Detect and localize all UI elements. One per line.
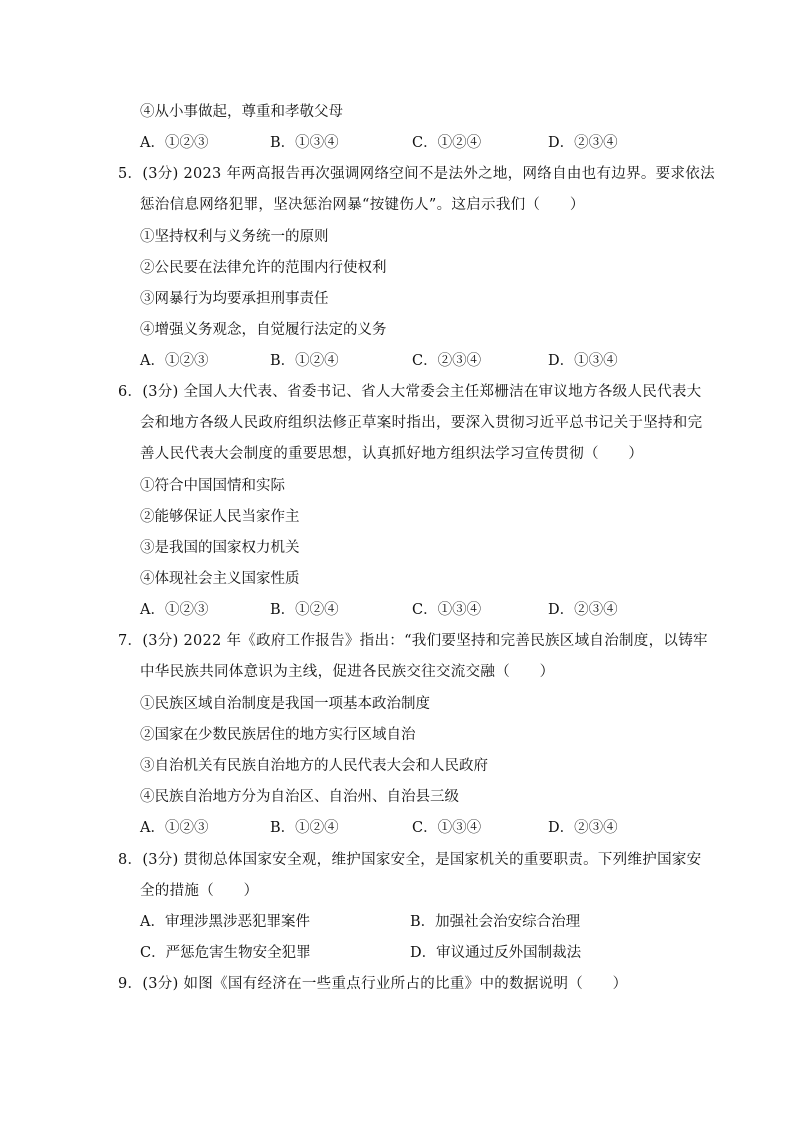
q4-choice-d[interactable]: D．②③④: [548, 135, 618, 151]
q7-option-1: ①民族区域自治制度是我国一项基本政治制度: [140, 696, 430, 712]
q6-choice-c[interactable]: C．①③④: [412, 602, 482, 618]
q6-choice-a[interactable]: A．①②③: [140, 602, 209, 618]
q7-option-3: ③自治机关有民族自治地方的人民代表大会和人民政府: [140, 758, 488, 774]
q5-option-2: ②公民要在法律允许的范围内行使权利: [140, 260, 387, 276]
q6-choice-b[interactable]: B．①②④: [270, 602, 339, 618]
q4-choice-a[interactable]: A．①②③: [140, 135, 209, 151]
q6-stem-line-1: 6．(3分) 全国人大代表、省委书记、省人大常委会主任郑栅洁在审议地方各级人民代表大: [118, 384, 702, 400]
q6-option-3: ③是我国的国家权力机关: [140, 540, 300, 556]
q5-choice-c[interactable]: C．②③④: [412, 353, 482, 369]
q5-stem-line-2: 惩治信息网络犯罪，坚决惩治网暴“按键伤人”。这启示我们（ ）: [140, 197, 585, 213]
q5-choice-b[interactable]: B．①②④: [270, 353, 339, 369]
q8-choice-b[interactable]: B．加强社会治安综合治理: [410, 914, 581, 930]
q6-choices: [140, 600, 660, 620]
q8-choice-d[interactable]: D．审议通过反外国制裁法: [410, 945, 582, 961]
q5-option-4: ④增强义务观念，自觉履行法定的义务: [140, 322, 387, 338]
q7-choice-b[interactable]: B．①②④: [270, 820, 339, 836]
q4-option-4: ④从小事做起，尊重和孝敬父母: [140, 104, 343, 120]
q7-stem-line-2: 中华民族共同体意识为主线，促进各民族交往交流交融（ ）: [140, 664, 555, 680]
q4-choices: [140, 133, 660, 153]
q5-option-1: ①坚持权利与义务统一的原则: [140, 229, 329, 245]
q6-option-2: ②能够保证人民当家作主: [140, 509, 300, 525]
q7-stem-line-1: 7．(3分) 2022 年《政府工作报告》指出：“我们要坚持和完善民族区域自治制度，以铸牢: [118, 633, 708, 649]
q7-option-2: ②国家在少数民族居住的地方实行区域自治: [140, 727, 416, 743]
q6-choice-d[interactable]: D．②③④: [548, 602, 618, 618]
q8-stem-line-1: 8．(3分) 贯彻总体国家安全观，维护国家安全，是国家机关的重要职责。下列维护国家安: [118, 852, 702, 868]
q8-choices-row-2: [140, 943, 660, 963]
q6-option-1: ①符合中国国情和实际: [140, 478, 285, 494]
q5-choice-a[interactable]: A．①②③: [140, 353, 209, 369]
q4-choice-b[interactable]: B．①③④: [270, 135, 339, 151]
q6-stem-line-2: 会和地方各级人民政府组织法修正草案时指出，要深入贯彻习近平总书记关于坚持和完: [140, 415, 703, 431]
q8-stem-line-2: 全的措施（ ）: [140, 883, 259, 899]
q6-option-4: ④体现社会主义国家性质: [140, 571, 300, 587]
q5-choices: [140, 351, 660, 371]
q5-stem-line-1: 5．(3分) 2023 年两高报告再次强调网络空间不是法外之地，网络自由也有边界。要求依法: [118, 166, 715, 182]
q7-choice-d[interactable]: D．②③④: [548, 820, 618, 836]
q4-choice-c[interactable]: C．①②④: [412, 135, 482, 151]
q7-choice-a[interactable]: A．①②③: [140, 820, 209, 836]
q8-choices-row-1: [140, 912, 660, 932]
q5-option-3: ③网暴行为均要承担刑事责任: [140, 291, 329, 307]
q7-option-4: ④民族自治地方分为自治区、自治州、自治县三级: [140, 789, 459, 805]
q7-choices: [140, 818, 660, 838]
q5-choice-d[interactable]: D．①③④: [548, 353, 618, 369]
q7-choice-c[interactable]: C．①③④: [412, 820, 482, 836]
q6-stem-line-3: 善人民代表大会制度的重要思想，认真抓好地方组织法学习宣传贯彻（ ）: [140, 446, 644, 462]
q9-stem-line-1: 9．(3分) 如图《国有经济在一些重点行业所占的比重》中的数据说明（ ）: [118, 976, 628, 992]
q8-choice-c[interactable]: C．严惩危害生物安全犯罪: [140, 945, 311, 961]
q8-choice-a[interactable]: A．审理涉黑涉恶犯罪案件: [140, 914, 310, 930]
